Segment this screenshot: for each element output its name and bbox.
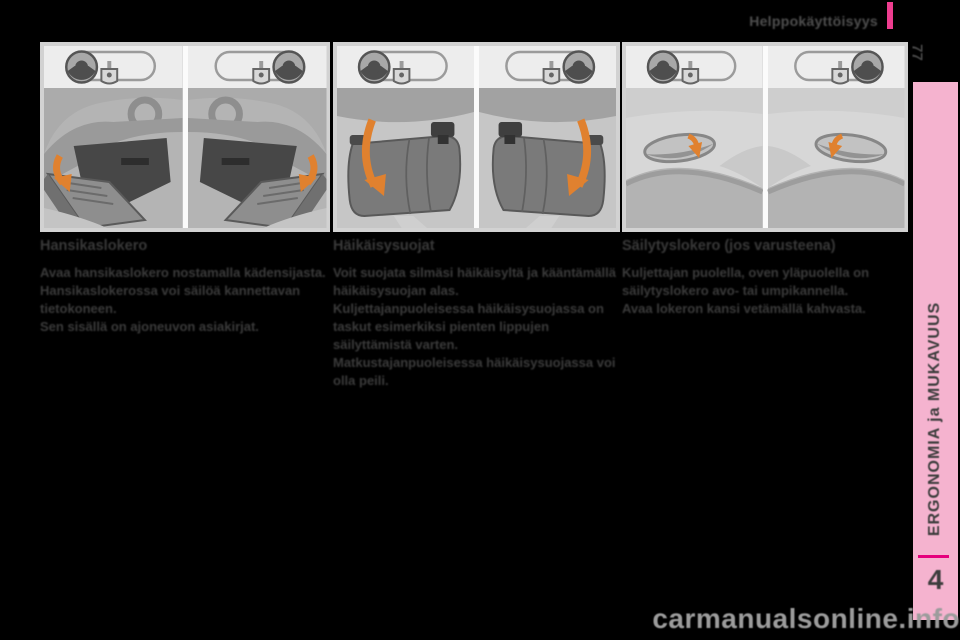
section-title: Hansikaslokero	[40, 238, 148, 254]
chapter-divider-line	[918, 555, 949, 558]
header-accent-bar	[887, 2, 893, 29]
cab-overview-icon	[337, 46, 474, 88]
section-paragraph: Voit suojata silmäsi häikäisyltä ja kääntämällä häikäisysuojan alas.	[333, 265, 617, 298]
section-paragraph: Avaa hansikaslokero nostamalla kädensijasta.	[40, 265, 326, 280]
page-header-title: Helppokäyttöisyys	[749, 13, 878, 29]
cab-overview-icon	[768, 46, 905, 88]
section-overhead-storage	[622, 238, 914, 318]
chapter-label: ERGONOMIA ja MUKAVUUS	[926, 301, 943, 537]
cab-overview-icon	[188, 46, 327, 88]
section-title: Säilytyslokero (jos varusteena)	[622, 238, 836, 254]
figure-glovebox-driver-side	[44, 46, 183, 228]
cab-overview-icon	[44, 46, 183, 88]
figure-overhead-storage-passenger-side	[763, 46, 905, 228]
chapter-number: 4	[927, 564, 944, 595]
page-number: 77	[908, 44, 926, 61]
section-title: Häikäisysuojat	[333, 238, 435, 254]
figure-overhead-storage	[622, 42, 908, 232]
section-paragraph: Kuljettajan puolella, oven yläpuolella on säilytyslokero avo- tai umpikannella.	[622, 265, 870, 298]
section-paragraph: Avaa lokeron kansi vetämällä kahvasta.	[622, 301, 866, 316]
figure-sun-visor-driver-side	[337, 46, 474, 228]
chapter-sidebar-tab	[913, 82, 958, 620]
section-glovebox	[40, 238, 332, 336]
section-paragraph: Sen sisällä on ajoneuvon asiakirjat.	[40, 319, 259, 334]
figure-sun-visor-passenger-side	[474, 46, 616, 228]
section-paragraph: Matkustajanpuoleisessa häikäisysuojassa voi olla peili.	[333, 355, 616, 388]
overhead-storage-icon	[626, 88, 763, 228]
section-paragraph: Hansikaslokerossa voi säilöä kannettavan tietokoneen.	[40, 283, 301, 316]
section-sun-visors	[333, 238, 625, 390]
figure-overhead-storage-driver-side	[626, 46, 763, 228]
cab-overview-icon	[626, 46, 763, 88]
overhead-storage-icon	[768, 88, 905, 228]
figure-sun-visors	[333, 42, 620, 232]
watermark-text: carmanualsonline.info	[652, 603, 960, 634]
figure-glovebox-passenger-side	[183, 46, 327, 228]
sun-visor-down-icon	[479, 88, 616, 228]
cab-overview-icon	[479, 46, 616, 88]
glovebox-open-icon	[188, 88, 327, 228]
section-paragraph: Kuljettajanpuoleisessa häikäisysuojassa on taskut esimerkiksi pienten lippujen säilyttämistä varten.	[333, 301, 604, 352]
figure-glovebox	[40, 42, 330, 232]
glovebox-open-icon	[44, 88, 183, 228]
sun-visor-down-icon	[337, 88, 474, 228]
